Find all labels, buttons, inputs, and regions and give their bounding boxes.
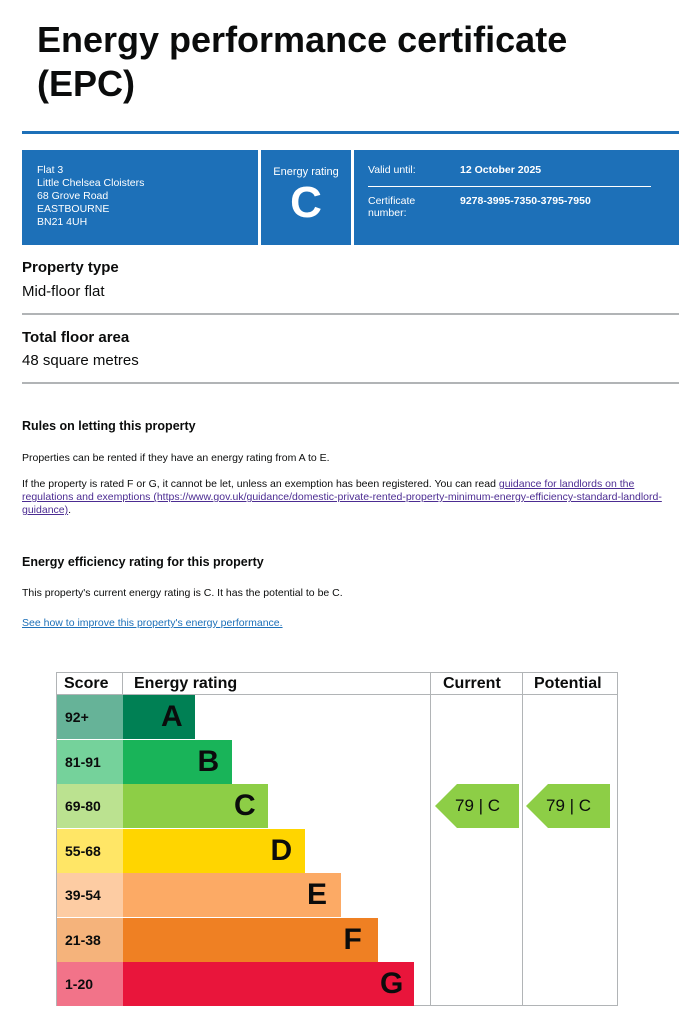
band-letter-b: B [197, 744, 220, 778]
epc-rating-chart [56, 672, 618, 1006]
potential-rating-arrow-label: 79 | C [546, 796, 592, 815]
band-bar-g [123, 962, 414, 1006]
rules-text-end: . [68, 504, 72, 516]
band-score-a: 92+ [57, 695, 123, 739]
band-score-g: 1-20 [57, 962, 123, 1006]
column-divider [522, 672, 523, 1006]
property-type-value: Mid-floor flat [22, 283, 105, 300]
current-rating-arrow [435, 784, 519, 828]
rules-paragraph-exemptions [22, 478, 679, 517]
band-letter-g: G [380, 967, 404, 1000]
band-letter-d: D [270, 833, 293, 867]
address-line: BN21 4UH [37, 216, 88, 228]
current-rating-arrow-label: 79 | C [455, 796, 501, 815]
floor-area-heading: Total floor area [22, 329, 130, 346]
potential-header: Potential [534, 675, 602, 692]
section-divider [22, 313, 679, 315]
valid-until-label: Valid until: [368, 164, 416, 176]
band-score-d: 55-68 [57, 829, 123, 873]
score-header: Score [64, 675, 109, 692]
title-divider [22, 131, 679, 134]
efficiency-heading: Energy efficiency rating for this property [22, 555, 264, 569]
band-bar-f [123, 918, 378, 962]
certificate-label-line: Certificate [368, 195, 416, 207]
energy-rating-box [261, 150, 351, 245]
rules-text: If the property is rated F or G, it cannot be let, unless an exemption has been registered. You can read [22, 478, 499, 490]
landlord-guidance-link[interactable]: guidance for landlords on the regulations and exemptions (https://www.gov.uk/guidance/domestic-private-rented-property-minimum-energy-efficiency-standard-landlord-guidance) [22, 478, 662, 516]
potential-rating-arrow [526, 784, 610, 828]
band-letter-f: F [343, 922, 362, 956]
band-letter-c: C [234, 789, 256, 822]
improve-performance-link[interactable]: See how to improve this property's energy performance. [22, 617, 283, 629]
certificate-number-label [368, 195, 460, 219]
address-line: Flat 3 [37, 164, 64, 176]
energy-rating-label: Energy rating [273, 166, 339, 178]
band-bar-a [123, 695, 195, 739]
section-divider [22, 382, 679, 384]
column-divider [122, 672, 123, 695]
energy-rating-header: Energy rating [134, 675, 238, 692]
band-letter-e: E [307, 878, 328, 911]
rules-heading: Rules on letting this property [22, 419, 196, 433]
valid-until-value: 12 October 2025 [460, 164, 542, 176]
efficiency-paragraph: This property's current energy rating is C. It has the potential to be C. [22, 587, 343, 599]
certificate-meta [354, 150, 679, 245]
energy-rating-value: C [290, 178, 322, 227]
address-line: Little Chelsea Cloisters [37, 177, 145, 189]
property-address [22, 150, 258, 245]
address-line: 68 Grove Road [37, 190, 109, 202]
band-score-c: 69-80 [57, 784, 123, 828]
band-score-e: 39-54 [57, 873, 123, 917]
band-score-f: 21-38 [57, 918, 123, 962]
column-divider [430, 672, 431, 1006]
rules-paragraph: Properties can be rented if they have an energy rating from A to E. [22, 452, 330, 464]
page-title: Energy performance certificate (EPC) [37, 19, 568, 104]
address-line: EASTBOURNE [37, 203, 110, 215]
current-header: Current [443, 675, 501, 692]
floor-area-value: 48 square metres [22, 352, 139, 369]
meta-divider [368, 186, 651, 187]
band-letter-a: A [161, 700, 183, 733]
improve-link-wrap [22, 617, 679, 630]
band-score-b: 81-91 [57, 740, 123, 784]
certificate-label-line: number: [368, 207, 407, 219]
property-type-heading: Property type [22, 259, 119, 276]
summary-banner [22, 150, 679, 245]
certificate-number-value: 9278-3995-7350-3795-7950 [460, 195, 591, 207]
